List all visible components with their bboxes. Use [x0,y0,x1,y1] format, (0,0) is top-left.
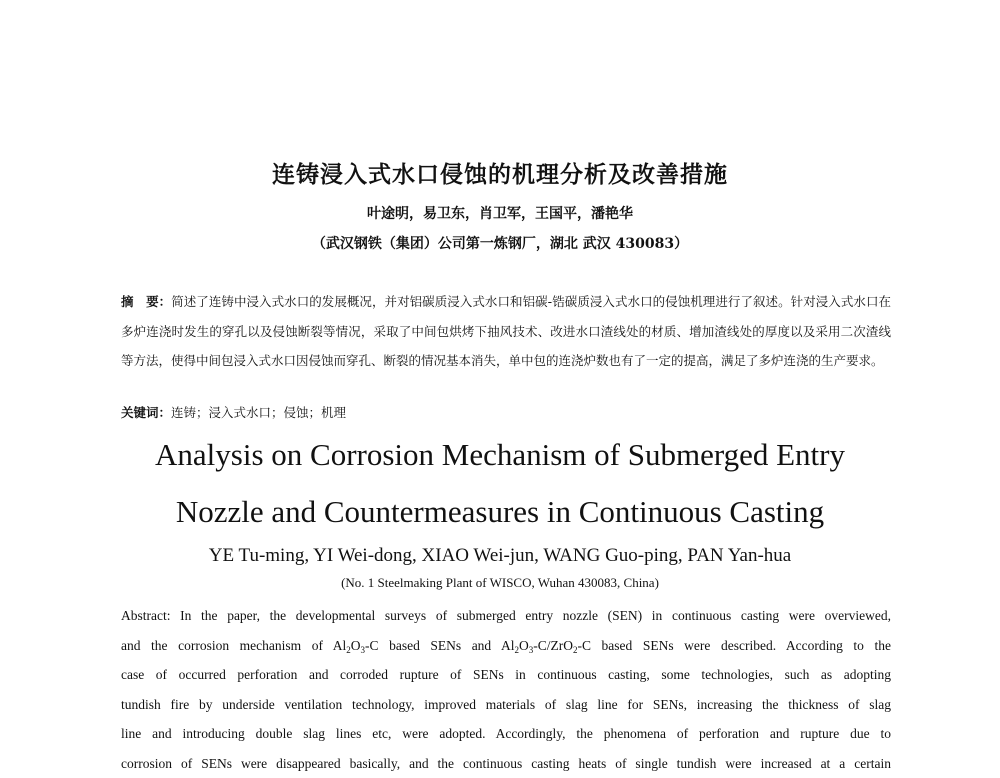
subscript: 3 [529,645,534,655]
subscript: 3 [361,645,366,655]
english-title-line-2: Nozzle and Countermeasures in Continuous Casting [0,494,1000,530]
chinese-keywords-label: 关键词： [121,405,171,420]
english-abstract [121,601,891,778]
abstract-text-segment: -C based SENs and Al [365,638,514,653]
chinese-affiliation: （武汉钢铁（集团）公司第一炼钢厂，湖北 武汉 430083） [0,233,1000,253]
english-abstract-line-6: corrosion of SENs were disappeared basically, and the continuous casting heats of single tundish were increased at a certain [121,749,891,778]
english-abstract-line-4: tundish fire by underside ventilation technology, improved materials of slag line for SENs, increasing the thickness of slag [121,690,891,720]
abstract-text-segment: O [351,638,361,653]
abstract-text-segment: -C/ZrO [533,638,573,653]
chinese-abstract-text: 简述了连铸中浸入式水口的发展概况，并对铝碳质浸入式水口和铝碳-锆碳质浸入式水口的侵蚀机理进行了叙述。针对浸入式水口在多炉连浇时发生的穿孔以及侵蚀断裂等情况，采取了中间包烘烤下抽风技术、改进水口渣线处的材质、增加渣线处的厚度以及采用二次渣线等方法，使得中间包浸入式水口因侵蚀而穿孔、断裂的情况基本消失，单中包的连浇炉数也有了一定的提高，满足了多炉连浇的生产要求。 [121,294,891,368]
chinese-authors: 叶途明，易卫东，肖卫军，王国平，潘艳华 [0,203,1000,223]
abstract-text-segment: -C based SENs were described. According to the [578,638,891,653]
english-abstract-line-2 [121,631,891,661]
abstract-text-segment: and the corrosion mechanism of Al [121,638,346,653]
english-affiliation: (No. 1 Steelmaking Plant of WISCO, Wuhan 430083, China) [0,575,1000,591]
chinese-abstract [121,287,891,376]
english-title-line-1: Analysis on Corrosion Mechanism of Submerged Entry [0,437,1000,473]
english-authors: YE Tu-ming, YI Wei-dong, XIAO Wei-jun, WANG Guo-ping, PAN Yan-hua [0,545,1000,567]
english-abstract-line-1: Abstract: In the paper, the developmental surveys of submerged entry nozzle (SEN) in continuous casting were overviewed, [121,601,891,631]
subscript: 2 [515,645,520,655]
chinese-keywords-text: 连铸；浸入式水口；侵蚀；机理 [171,405,346,420]
subscript: 2 [573,645,578,655]
abstract-text-segment: O [519,638,529,653]
english-abstract-line-5: line and introducing double slag lines etc, were adopted. Accordingly, the phenomena of perforation and rupture due to [121,719,891,749]
chinese-abstract-label: 摘 要： [121,294,171,309]
chinese-keywords [121,403,891,421]
chinese-title: 连铸浸入式水口侵蚀的机理分析及改善措施 [0,156,1000,189]
subscript: 2 [346,645,351,655]
english-abstract-line-3: case of occurred perforation and corroded rupture of SENs in continuous casting, some technologies, such as adopting [121,660,891,690]
